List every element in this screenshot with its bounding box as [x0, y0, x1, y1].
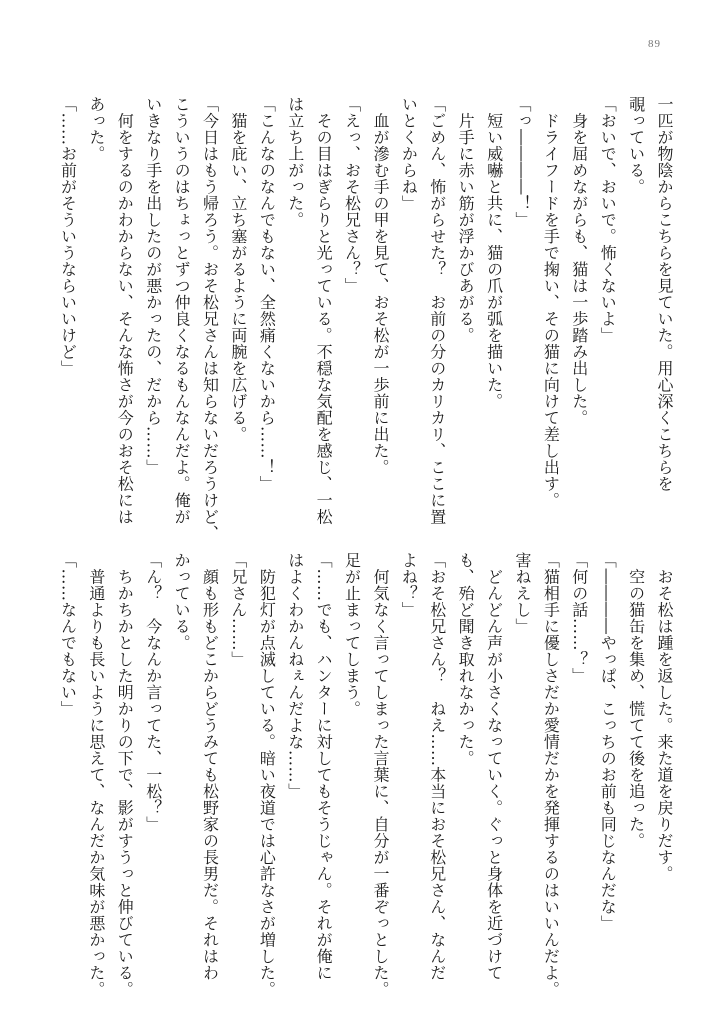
text-line: 血が滲む手の甲を見て、おそ松が一歩前に出た。	[370, 96, 390, 476]
text-line: 害ねえし」	[512, 552, 532, 635]
text-line: いきなり手を出したのが悪かったの、だから……」	[143, 96, 163, 476]
text-block-top	[58, 96, 678, 542]
text-line: 何をするのかわからない、そんな怖さが今のおそ松には	[115, 96, 135, 525]
text-line: ちかちかとした明かりの下で、影がすうっと伸びている。	[115, 552, 135, 998]
text-line: どんどん声が小さくなっていく。ぐっと身体を近づけて	[484, 552, 504, 981]
text-line: は立ち上がった。	[285, 96, 305, 228]
text-line: 「おいで、おいで。怖くないよ」	[598, 96, 618, 344]
text-line: 「こんなのなんでもない、全然痛くないから……！」	[257, 96, 277, 492]
text-line: 「おそ松兄さん？ ねえ……本当におそ松兄さん、なんだ	[427, 552, 447, 981]
text-line: 短い威嚇と共に、猫の爪が弧を描いた。	[484, 96, 504, 410]
text-line: 「ん？ 今なんか言ってた、一松？」	[143, 552, 163, 833]
text-line: こういうのはちょっとずつ仲良くなるもんなんだよ。俺が	[172, 96, 192, 525]
text-line: 足が止まってしまう。	[342, 552, 362, 717]
text-line: あった。	[86, 96, 106, 162]
text-line: ドライフードを手で掬い、その猫に向けて差し出す。	[541, 96, 561, 509]
text-line: 一匹が物陰からこちらを見ていた。用心深くこちらを	[655, 96, 674, 492]
text-line: 「猫相手に優しさだか愛情だかを発揮するのはいいんだよ。	[541, 552, 561, 998]
text-line: 「ごめん、怖がらせた？ お前の分のカリカリ、ここに置	[427, 96, 447, 525]
text-line: 何気なく言ってしまった言葉に、自分が一番ぞっとした。	[370, 552, 390, 998]
text-line: いとくからね」	[399, 96, 419, 212]
text-line: 防犯灯が点滅している。暗い夜道では心許なさが増した。	[257, 552, 277, 998]
text-line: 顔も形もどこからどうみても松野家の長男だ。それはわ	[200, 552, 220, 981]
text-line: 「……でも、ハンターに対してもそうじゃん。それが俺に	[314, 552, 334, 981]
text-line: 覗っている。	[626, 96, 646, 195]
text-line: 「何の話……？」	[569, 552, 589, 684]
text-line: 「今日はもう帰ろう。おそ松兄さんは知らないだろうけど、	[200, 96, 220, 542]
text-line: 猫を庇い、立ち塞がるように両腕を広げる。	[228, 96, 248, 443]
text-line: 「っ――――！」	[512, 96, 532, 228]
text-line: はよくわかんねぇんだよな……」	[285, 552, 305, 800]
text-line: かっている。	[172, 552, 192, 651]
text-line: 「えっ、おそ松兄さん？」	[342, 96, 362, 294]
text-line: よね？」	[399, 552, 419, 618]
text-line: 「――――やっぱ、こっちのお前も同じなんだな」	[598, 552, 618, 932]
page-number: 89	[648, 38, 661, 50]
text-line: 「……なんでもない」	[58, 552, 78, 717]
text-line: その目はぎらりと光っている。不穏な気配を感じ、一松	[314, 96, 334, 525]
text-line: 「兄さん……」	[228, 552, 248, 668]
text-line: おそ松は踵を返した。来た道を戻りだす。	[655, 552, 674, 882]
text-line: 身を屈めながらも、猫は一歩踏み出した。	[569, 96, 589, 426]
text-line: も、殆ど聞き取れなかった。	[456, 552, 476, 767]
text-line: 空の猫缶を集め、慌てて後を追った。	[626, 552, 646, 849]
text-block-bottom	[58, 552, 678, 998]
text-line: 片手に赤い筋が浮かびあがる。	[456, 96, 476, 344]
text-line: 普通よりも長いように思えて、なんだか気味が悪かった。	[86, 552, 106, 998]
text-line: 「……お前がそういうならいいけど」	[58, 96, 78, 377]
